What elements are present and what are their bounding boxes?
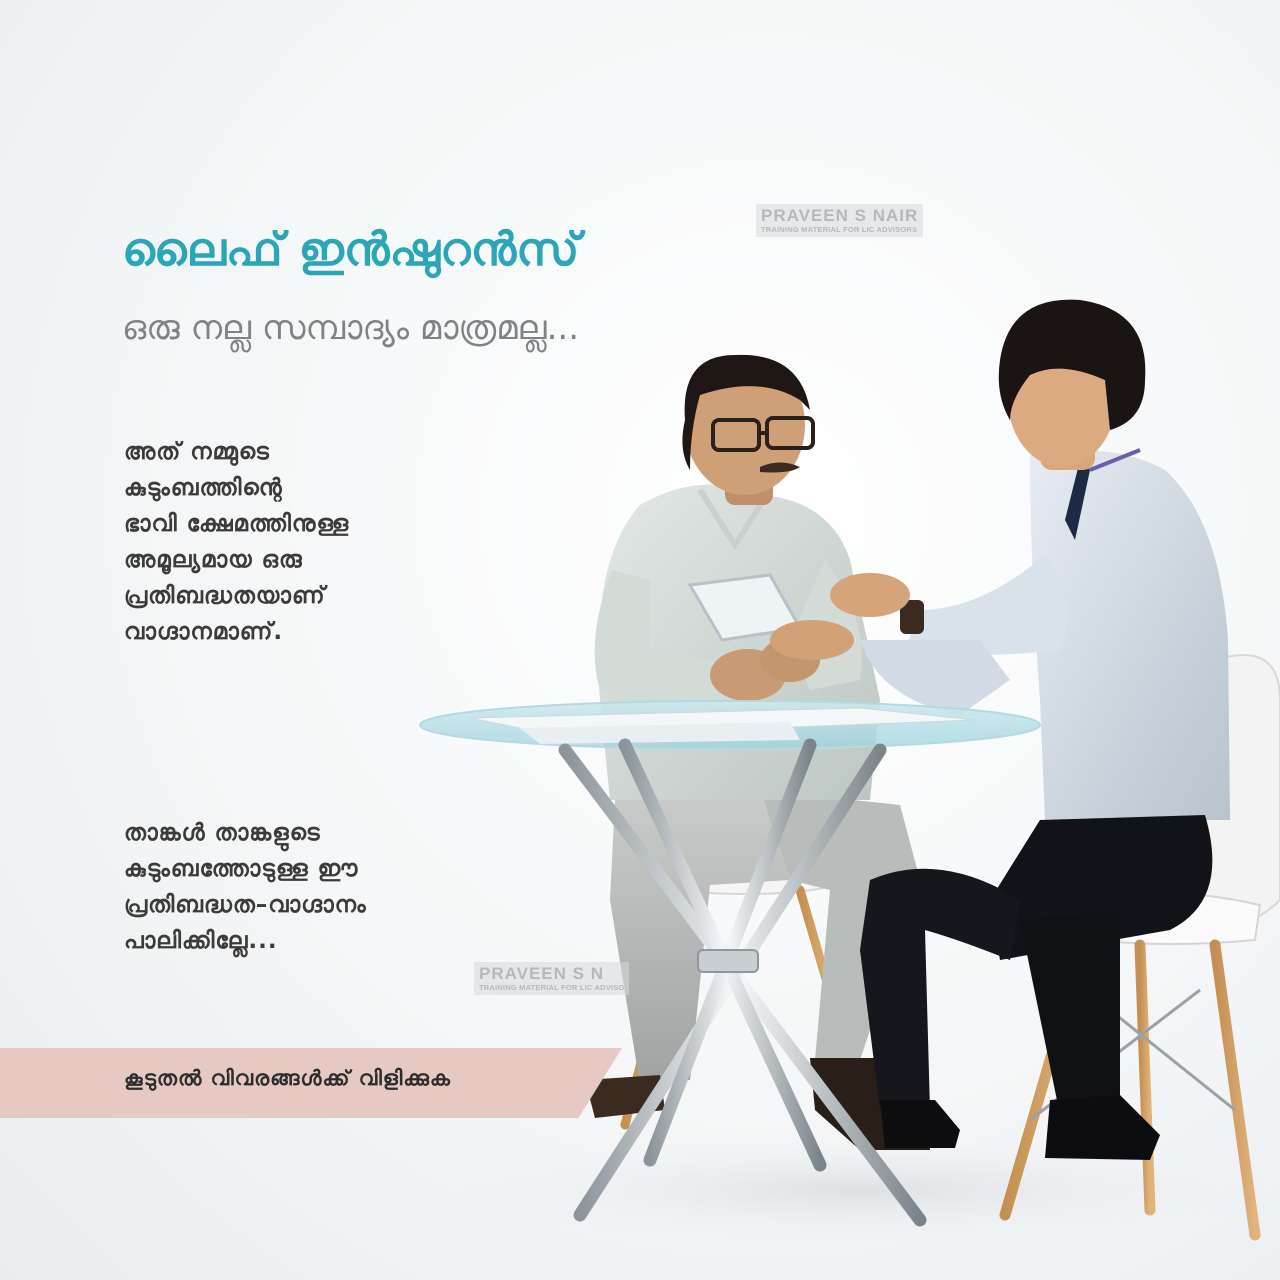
watermark-partial xyxy=(474,962,629,995)
paragraph-commitment xyxy=(124,434,349,650)
paragraph-question xyxy=(124,815,367,959)
paragraph-line: അത് നമ്മുടെ xyxy=(124,439,270,465)
paragraph-line: പ്രതിബദ്ധത–വാഗ്ദാനം xyxy=(124,892,367,918)
paragraph-line: പാലിക്കില്ലേ... xyxy=(124,928,278,954)
headline-subtitle: ഒരു നല്ല സമ്പാദ്യം മാത്രമല്ല... xyxy=(122,308,580,348)
cta-label: കൂടുതൽ വിവരങ്ങൾക്ക് വിളിക്കുക xyxy=(124,1066,451,1090)
paragraph-line: താങ്കൾ താങ്കളുടെ xyxy=(124,820,321,846)
paragraph-line: കുടുംബത്തോടുള്ള ഈ xyxy=(124,856,359,882)
watermark-tagline: TRAINING MATERIAL FOR LIC ADVISORS xyxy=(761,225,918,234)
watermark-name: PRAVEEN S NAIR xyxy=(761,206,919,225)
paragraph-line: വാഗ്ദാനമാണ്. xyxy=(124,619,284,645)
headline-title: ലൈഫ് ഇൻഷുറൻസ് xyxy=(122,222,580,276)
watermark-tagline: TRAINING MATERIAL FOR LIC ADVISO xyxy=(479,983,625,992)
paragraph-line: പ്രതിബദ്ധതയാണ് xyxy=(124,583,326,609)
watermark-name: PRAVEEN S N xyxy=(479,964,604,983)
paragraph-line: ഭാവി ക്ഷേമത്തിനുള്ള xyxy=(124,511,350,537)
watermark xyxy=(756,204,923,237)
paragraph-line: കുടുംബത്തിന്റെ xyxy=(124,475,283,501)
paragraph-line: അമൂല്യമായ ഒരു xyxy=(124,547,303,573)
